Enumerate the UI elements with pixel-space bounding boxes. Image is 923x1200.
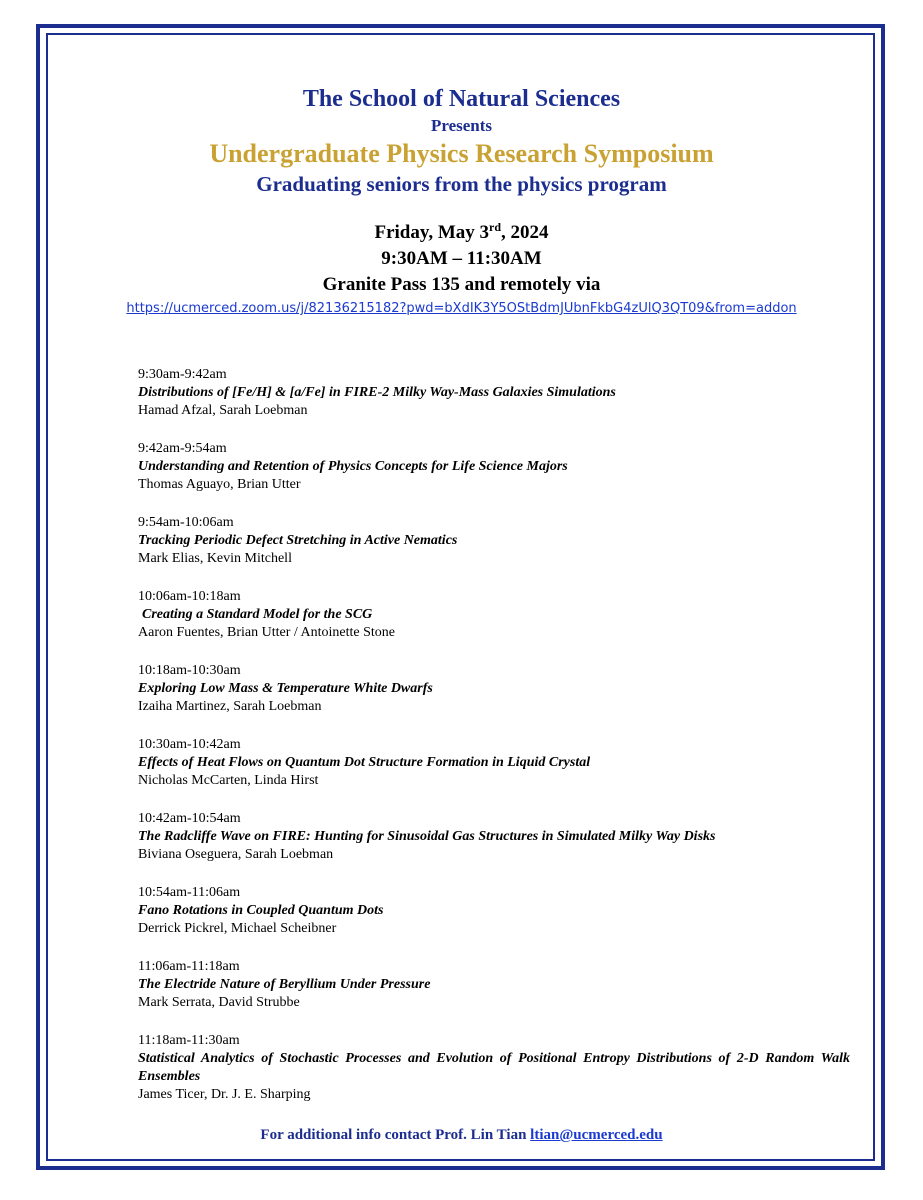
talk-item bbox=[138, 662, 850, 716]
contact-text: For additional info contact Prof. Lin Tian bbox=[260, 1127, 527, 1143]
talk-authors: Thomas Aguayo, Brian Utter bbox=[138, 477, 301, 492]
event-details bbox=[0, 220, 923, 320]
event-date-year: , 2024 bbox=[501, 222, 549, 243]
talk-time: 11:18am-11:30am bbox=[138, 1033, 240, 1048]
talk-item bbox=[138, 588, 850, 642]
presents-label: Presents bbox=[430, 116, 493, 135]
talk-item bbox=[138, 366, 850, 420]
event-time: 9:30AM – 11:30AM bbox=[381, 248, 542, 269]
event-date-day: Friday, May 3 bbox=[374, 222, 490, 243]
talk-item bbox=[138, 884, 850, 938]
talk-authors: Biviana Oseguera, Sarah Loebman bbox=[138, 847, 334, 862]
talk-item bbox=[138, 810, 850, 864]
talk-title: Statistical Analytics of Stochastic Processes and Evolution of Positional Entropy Distributions of 2-D Random Walk Ensembles bbox=[138, 1051, 850, 1084]
talk-item bbox=[138, 736, 850, 790]
symposium-title: Undergraduate Physics Research Symposium bbox=[209, 139, 714, 168]
header bbox=[0, 84, 923, 320]
talk-time: 9:54am-10:06am bbox=[138, 515, 234, 530]
talk-authors: Hamad Afzal, Sarah Loebman bbox=[138, 403, 308, 418]
talk-title: Creating a Standard Model for the SCG bbox=[142, 607, 373, 622]
talk-time: 10:18am-10:30am bbox=[138, 663, 241, 678]
talk-item bbox=[138, 514, 850, 568]
event-date-ordinal: rd bbox=[489, 220, 502, 234]
talk-authors: Derrick Pickrel, Michael Scheibner bbox=[138, 921, 337, 936]
talk-time: 11:06am-11:18am bbox=[138, 959, 240, 974]
talk-time: 9:30am-9:42am bbox=[138, 367, 227, 382]
event-location: Granite Pass 135 and remotely via bbox=[322, 274, 601, 295]
talk-item bbox=[138, 958, 850, 1012]
schedule bbox=[138, 366, 850, 1124]
talk-time: 10:06am-10:18am bbox=[138, 589, 241, 604]
talk-time: 10:42am-10:54am bbox=[138, 811, 241, 826]
talk-authors: Izaiha Martinez, Sarah Loebman bbox=[138, 699, 322, 714]
talk-time: 9:42am-9:54am bbox=[138, 441, 227, 456]
talk-authors: Aaron Fuentes, Brian Utter / Antoinette Stone bbox=[138, 625, 396, 640]
talk-authors: Mark Serrata, David Strubbe bbox=[138, 995, 300, 1010]
contact-email-link[interactable]: ltian@ucmerced.edu bbox=[530, 1127, 663, 1143]
event-date bbox=[0, 220, 923, 246]
talk-title: Effects of Heat Flows on Quantum Dot Structure Formation in Liquid Crystal bbox=[138, 755, 591, 770]
talk-time: 10:30am-10:42am bbox=[138, 737, 241, 752]
symposium-subtitle: Graduating seniors from the physics program bbox=[256, 172, 667, 196]
talk-authors: James Ticer, Dr. J. E. Sharping bbox=[138, 1087, 311, 1102]
school-name: The School of Natural Sciences bbox=[302, 86, 621, 112]
talk-title: Distributions of [Fe/H] & [a/Fe] in FIRE-2 Milky Way-Mass Galaxies Simulations bbox=[138, 385, 616, 400]
talk-item bbox=[138, 1032, 850, 1104]
talk-authors: Mark Elias, Kevin Mitchell bbox=[138, 551, 292, 566]
talk-title: Fano Rotations in Coupled Quantum Dots bbox=[138, 903, 384, 918]
zoom-link[interactable]: https://ucmerced.zoom.us/j/82136215182?pwd=bXdIK3Y5OStBdmJUbnFkbG4zUlQ3QT09&from=addon bbox=[126, 301, 797, 316]
talk-title: Understanding and Retention of Physics Concepts for Life Science Majors bbox=[138, 459, 568, 474]
talk-time: 10:54am-11:06am bbox=[138, 885, 241, 900]
talk-authors: Nicholas McCarten, Linda Hirst bbox=[138, 773, 319, 788]
footer-contact bbox=[0, 1125, 923, 1145]
talk-title: The Electride Nature of Beryllium Under Pressure bbox=[138, 977, 431, 992]
talk-item bbox=[138, 440, 850, 494]
talk-title: Exploring Low Mass & Temperature White Dwarfs bbox=[138, 681, 433, 696]
talk-title: The Radcliffe Wave on FIRE: Hunting for Sinusoidal Gas Structures in Simulated Milky Way Disks bbox=[138, 829, 716, 844]
talk-title: Tracking Periodic Defect Stretching in Active Nematics bbox=[138, 533, 458, 548]
